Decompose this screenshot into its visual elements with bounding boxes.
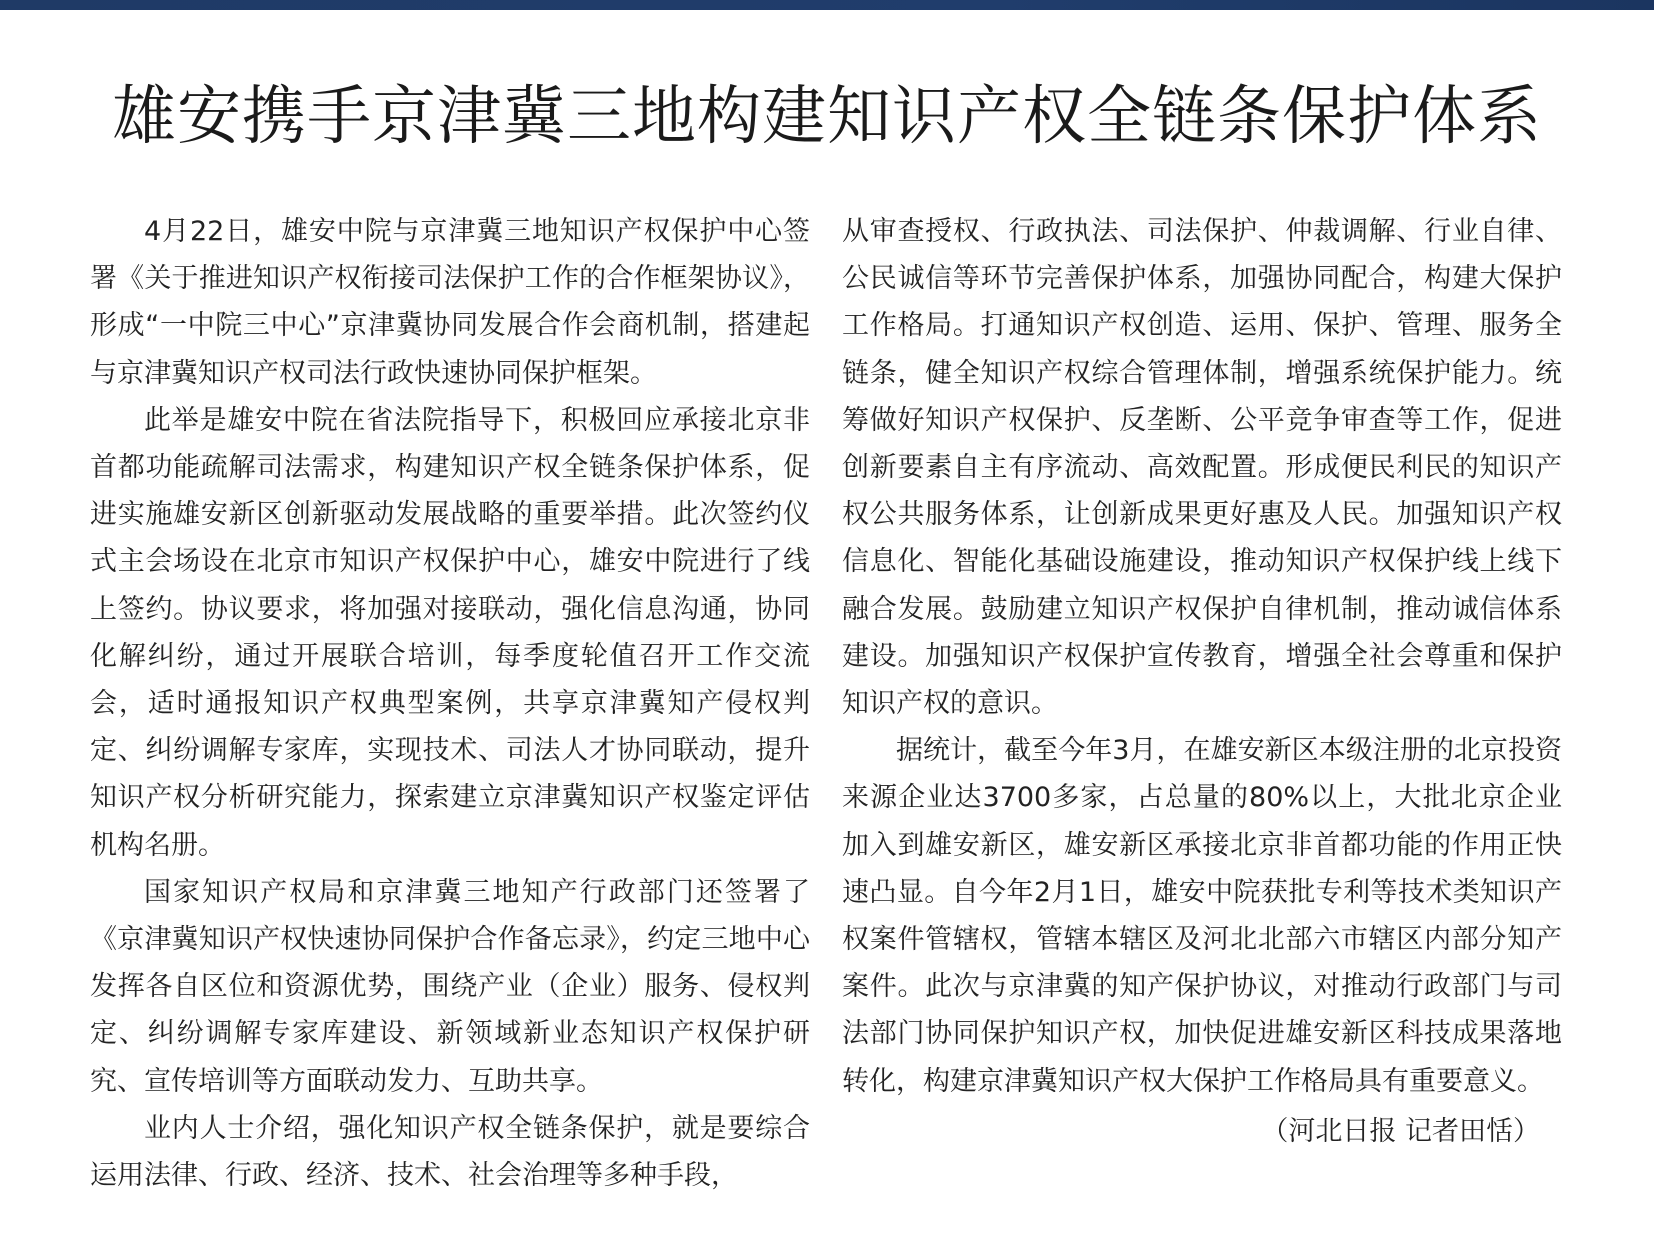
article-paragraph: 此举是雄安中院在省法院指导下，积极回应承接北京非首都功能疏解司法需求，构建知识产权全链条保护体系，促进实施雄安新区创新驱动发展战略的重要举措。此次签约仪式主会场设在北京市知识产权保护中心，雄安中院进行了线上签约。协议要求，将加强对接联动，强化信息沟通，协同化解纠纷，通过开展联合培训，每季度轮值召开工作交流会，适时通报知识产权典型案例，共享京津冀知产侵权判定、纠纷调解专家库，实现技术、司法人才协同联动，提升知识产权分析研究能力，探索建立京津冀知识产权鉴定评估机构名册。 [90, 404, 810, 861]
article-paragraph: 国家知识产权局和京津冀三地知产行政部门还签署了《京津冀知识产权快速协同保护合作备忘录》，约定三地中心发挥各自区位和资源优势，围绕产业（企业）服务、侵权判定、纠纷调解专家库建设、新领域新业态知识产权保护研究、宣传培训等方面联动发力、互助共享。 [90, 876, 810, 1097]
article-byline: （河北日报 记者田恬） [1261, 1115, 1540, 1147]
article-paragraph: 业内人士介绍，强化知识产权全链条保护，就是要综合运用法律、行政、经济、技术、社会治理等多种手段， [90, 1112, 810, 1192]
top-banner-bar [0, 0, 1654, 10]
article-paragraph: 据统计，截至今年3月，在雄安新区本级注册的北京投资来源企业达3700多家，占总量的80%以上，大批北京企业加入到雄安新区，雄安新区承接北京非首都功能的作用正快速凸显。自今年2月1日，雄安中院获批专利等技术类知识产权案件管辖权，管辖本辖区及河北北部六市辖区内部分知产案件。此次与京津冀的知产保护协议，对推动行政部门与司法部门协同保护知识产权，加快促进雄安新区科技成果落地转化，构建京津冀知识产权大保护工作格局具有重要意义。 [842, 735, 1562, 1097]
article-column-right [842, 208, 1562, 1155]
article-paragraph: 4月22日，雄安中院与京津冀三地知识产权保护中心签署《关于推进知识产权衔接司法保护工作的合作框架协议》，形成“一中院三中心”京津冀协同发展合作会商机制，搭建起与京津冀知识产权司法行政快速协同保护框架。 [90, 216, 810, 389]
article-paragraph-continued: 从审查授权、行政执法、司法保护、仲裁调解、行业自律、公民诚信等环节完善保护体系，加强协同配合，构建大保护工作格局。打通知识产权创造、运用、保护、管理、服务全链条，健全知识产权综合管理体制，增强系统保护能力。统筹做好知识产权保护、反垄断、公平竞争审查等工作，促进创新要素自主有序流动、高效配置。形成便民利民的知识产权公共服务体系，让创新成果更好惠及人民。加强知识产权信息化、智能化基础设施建设，推动知识产权保护线上线下融合发展。鼓励建立知识产权保护自律机制，推动诚信体系建设。加强知识产权保护宣传教育，增强全社会尊重和保护知识产权的意识。 [842, 216, 1562, 720]
article-headline: 雄安携手京津冀三地构建知识产权全链条保护体系 [112, 80, 1542, 154]
article-column-left [90, 208, 810, 1199]
